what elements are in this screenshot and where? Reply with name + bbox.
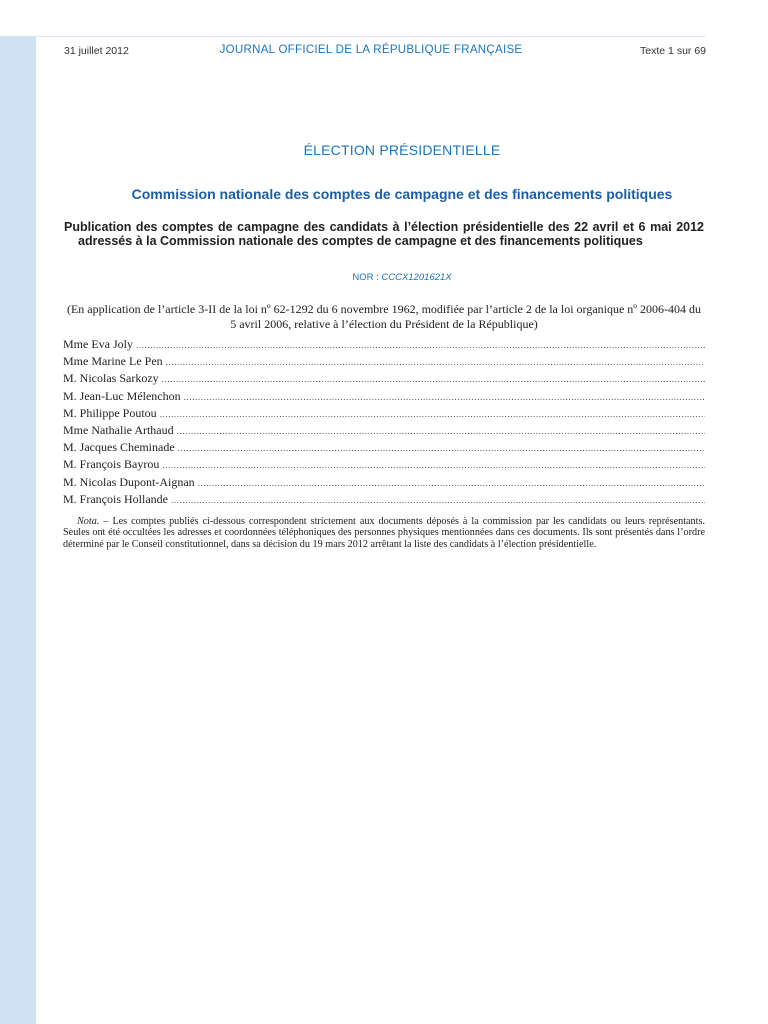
nor-code: CCCX1201621X [381, 272, 452, 283]
leader-dots [184, 392, 705, 402]
nota-paragraph [63, 516, 705, 550]
application-note: (En application de l’article 3-II de la loi nº 62-1292 du 6 novembre 1962, modifiée par l’article 2 de la loi organique nº 2006-404 du 5 avril 2006, relative à l’élection du Président de la République) [66, 302, 702, 331]
leader-dots [162, 374, 705, 384]
candidate-item[interactable] [63, 475, 705, 492]
candidate-list [63, 337, 705, 509]
document-page[interactable] [36, 36, 768, 1024]
nota-label: Nota. [77, 516, 100, 527]
leader-dots [178, 443, 705, 453]
candidate-item[interactable] [63, 406, 705, 423]
candidate-item[interactable] [63, 354, 705, 371]
candidate-name: M. Nicolas Dupont-Aignan [63, 474, 195, 489]
candidate-name: M. Philippe Poutou [63, 405, 157, 420]
candidate-name: Mme Marine Le Pen [63, 354, 163, 369]
leader-dots [171, 495, 705, 505]
candidate-name: M. Jacques Cheminade [63, 440, 175, 455]
commission-title: Commission nationale des comptes de campagne et des financements politiques [131, 186, 673, 202]
candidate-item[interactable] [63, 389, 705, 406]
leader-dots [198, 478, 705, 488]
nor-label: NOR : [352, 272, 379, 283]
candidate-item[interactable] [63, 492, 705, 509]
candidate-name: M. Nicolas Sarkozy [63, 371, 159, 386]
publication-title-text: Publication des comptes de campagne des candidats à l’élection présidentielle des 22 avril et 6 mai 2012 adressés à la Commission nationale des comptes de campagne et des financements politiques [64, 220, 704, 248]
candidate-name: M. Jean-Luc Mélenchon [63, 388, 181, 403]
candidate-item[interactable] [63, 371, 705, 388]
page-header [36, 43, 706, 63]
candidate-name: Mme Nathalie Arthaud [63, 422, 174, 437]
header-rule [36, 36, 706, 37]
nor-reference [36, 272, 768, 283]
viewer-left-margin [0, 0, 36, 1024]
nota-text: – Les comptes publiés ci-dessous correspondent strictement aux documents déposés à la commission par les candidats ou leurs représentants. Seules ont été occultées les adresses et coordonnées téléphoniques des personnes physiques mentionnées dans ces documents. Ils sont présentés dans l’ordre déterminé par le Conseil constitutionnel, dans sa décision du 19 mars 2012 arrêtant la liste des candidats à l’élection présidentielle. [63, 516, 705, 550]
leader-dots [136, 340, 705, 350]
page-counter: Texte 1 sur 69 [640, 45, 706, 57]
candidate-name: Mme Eva Joly [63, 337, 133, 351]
candidate-name: M. François Hollande [63, 491, 168, 506]
leader-dots [166, 357, 705, 367]
leader-dots [162, 460, 705, 470]
leader-dots [160, 409, 705, 419]
candidate-name: M. François Bayrou [63, 457, 160, 472]
candidate-item[interactable] [63, 440, 705, 457]
candidate-item[interactable] [63, 423, 705, 440]
leader-dots [177, 426, 705, 436]
candidate-item[interactable] [63, 457, 705, 474]
journal-title: JOURNAL OFFICIEL DE LA RÉPUBLIQUE FRANÇAISE [219, 44, 523, 56]
viewer-top-margin [0, 0, 768, 36]
section-title: ÉLECTION PRÉSIDENTIELLE [303, 142, 501, 158]
publication-date: 31 juillet 2012 [64, 45, 129, 57]
candidate-item[interactable] [63, 337, 705, 354]
publication-title [64, 220, 704, 248]
